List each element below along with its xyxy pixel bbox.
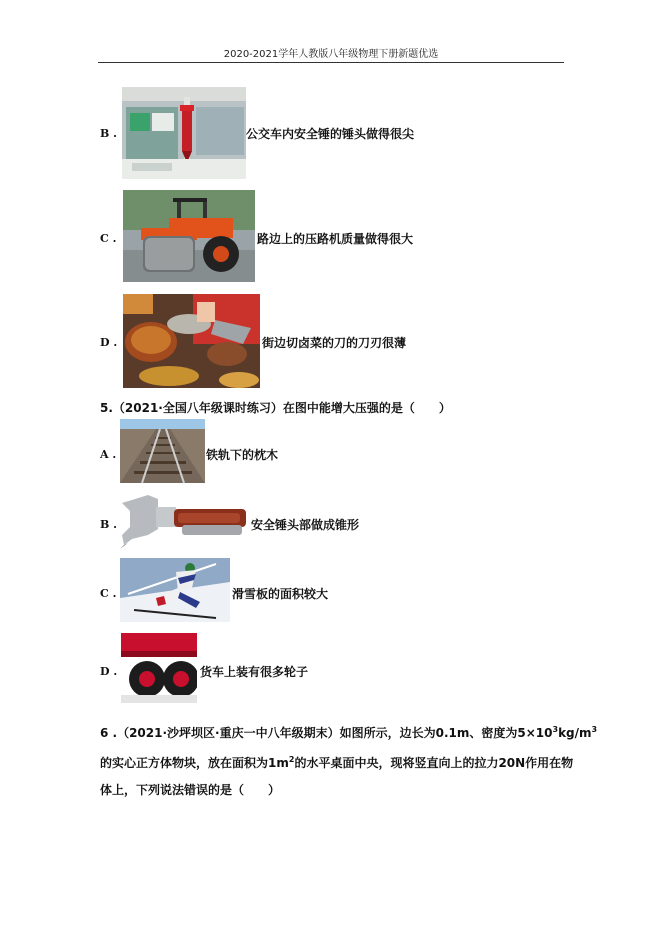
q5-option-a-letter: A .: [100, 448, 117, 461]
q5-option-c-letter: C .: [100, 587, 117, 600]
safety-hammer-image: [118, 489, 250, 549]
header-title: 2020-2021学年人教版八年级物理下册新题优选: [223, 49, 439, 60]
q5-option-b-letter: B .: [100, 518, 117, 531]
q4-option-d-text: 街边切卤菜的刀的刀刃很薄: [262, 336, 407, 350]
q6-density-value: 5×10: [517, 726, 553, 740]
q4-option-b-letter: B .: [100, 127, 117, 140]
q5-option-d-letter: D .: [100, 665, 118, 678]
q6-line-2: [100, 754, 573, 771]
q6-line-1-text: 6 .（2021·沙坪坝区·重庆一中八年级期末）如图所示，边长为0.1m、密度为: [100, 726, 518, 740]
q5-stem: 5.（2021·全国八年级课时练习）在图中能增大压强的是（ ）: [100, 401, 451, 415]
skier-image: [120, 558, 230, 622]
q4-option-c-letter: C .: [100, 232, 117, 245]
q4-option-c-text: 路边上的压路机质量做得很大: [257, 232, 414, 246]
q5-option-b-text: 安全锤头部做成锥形: [251, 518, 360, 532]
q6-density-unit: kg/m: [558, 726, 592, 740]
q6-area-exponent: 2: [288, 755, 295, 764]
railway-sleepers-image: [120, 419, 205, 483]
q6-density-unit-exponent: 3: [591, 725, 598, 734]
truck-wheels-image: [121, 633, 197, 703]
bus-safety-hammer-image: [122, 87, 246, 179]
q6-density-exponent: 3: [552, 725, 559, 734]
q6-line-2-text-a: 的实心正方体物块，放在面积为1m: [100, 756, 289, 770]
q6-line-2-text-b: 的水平桌面中央，现将竖直向上的拉力20N作用在物: [294, 756, 574, 770]
q4-option-b-text: 公交车内安全锤的锤头做得很尖: [246, 127, 415, 141]
street-food-knife-image: [123, 294, 260, 388]
q5-option-d-text: 货车上装有很多轮子: [200, 665, 309, 679]
q4-option-d-letter: D .: [100, 336, 118, 349]
q6-line-3: 体上，下列说法错误的是（ ）: [100, 783, 281, 797]
q6-line-1: [100, 724, 597, 741]
q5-option-c-text: 滑雪板的面积较大: [232, 587, 329, 601]
road-roller-image: [123, 190, 255, 282]
header-rule: [98, 62, 564, 63]
q5-option-a-text: 铁轨下的枕木: [206, 448, 279, 462]
